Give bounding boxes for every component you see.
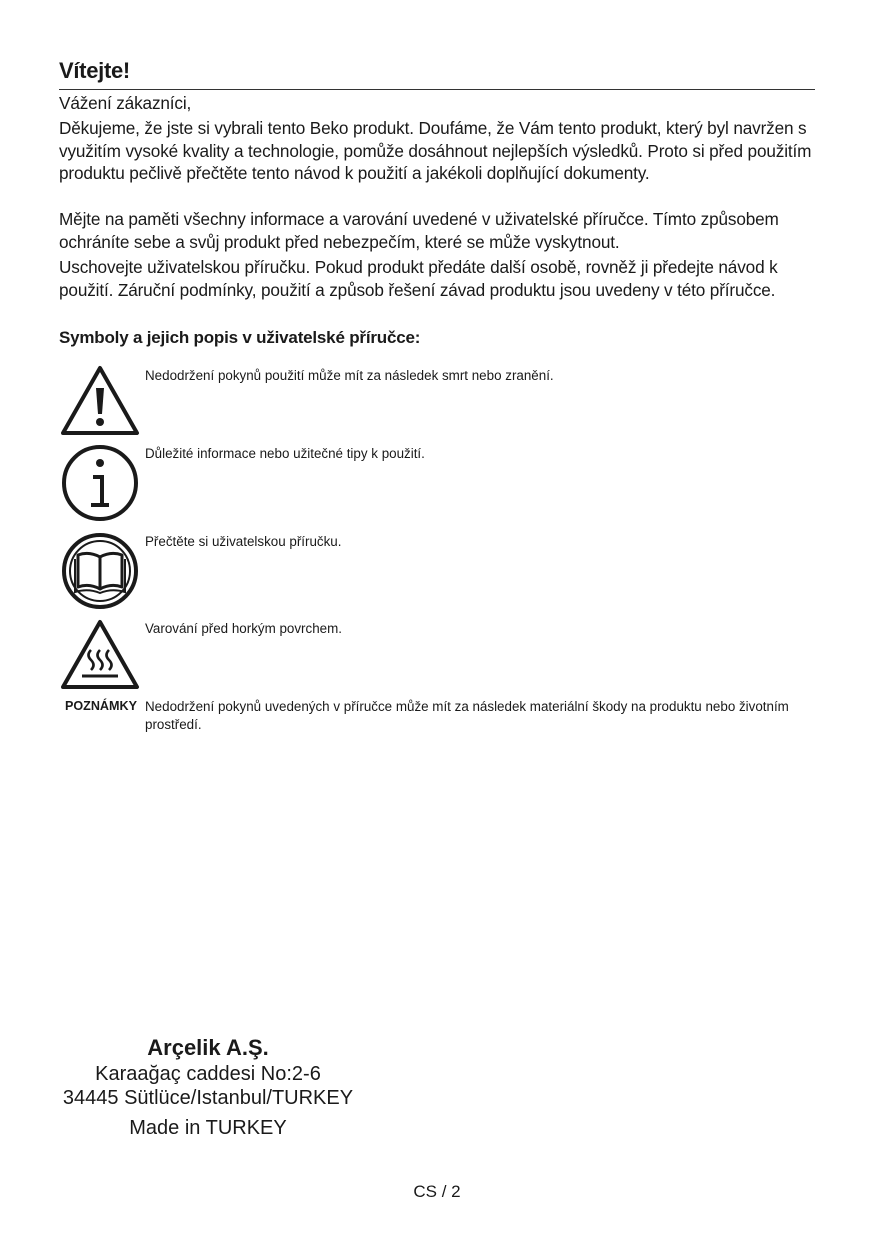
note-label: POZNÁMKY [64,699,138,713]
address-street: Karaağaç caddesi No:2-6 [95,1063,321,1085]
symbol-warning-text: Nedodržení pokynů použití může mít za následek smrt nebo zranění. [145,368,554,383]
page-number: CS / 2 [413,1182,461,1201]
note-text: Nedodržení pokynů uvedených v příručce může mít za následek materiální škody na produktu nebo životním prostředí. [145,699,789,732]
book-icon [60,531,140,611]
hot-surface-icon [60,616,140,696]
warning-triangle-icon [60,362,140,442]
symbols-heading: Symboly a jejich popis v uživatelské příručce: [59,328,421,347]
info-icon [60,443,140,523]
page-title: Vítejte! [59,58,130,83]
greeting: Vážení zákazníci, [59,93,192,113]
made-in: Made in TURKEY [129,1117,287,1139]
intro-paragraph: Děkujeme, že jste si vybrali tento Beko produkt. Doufáme, že Vám tento produkt, který byl navržen s využitím vysoké kvality a technologie, pomůže dosáhnout nejlepších výsledků. Proto si před použitím produktu pečlivě přečtěte tento návod k použití a jakékoli doplňující dokumenty. [59,118,812,184]
manufacturer-address [58,1034,358,1140]
title-divider [59,89,815,90]
symbol-info-text: Důležité informace nebo užitečné tipy k použití. [145,446,425,461]
symbol-manual-text: Přečtěte si uživatelskou příručku. [145,534,342,549]
keep-manual-paragraph: Uschovejte uživatelskou příručku. Pokud produkt předáte další osobě, rovněž ji předejte návod k použití. Záruční podmínky, použití a způsob řešení závad produktu jsou uvedeny v této příručce. [59,257,778,300]
address-city: 34445 Sütlüce/Istanbul/TURKEY [62,1087,354,1109]
info-paragraph: Mějte na paměti všechny informace a varování uvedené v uživatelské příručce. Tímto způsobem ochráníte sebe a svůj produkt před nebezpečím, které se může vyskytnout. [59,209,779,252]
company-name: Arçelik A.Ş. [147,1035,269,1060]
symbol-hot-surface-text: Varování před horkým povrchem. [145,621,342,636]
